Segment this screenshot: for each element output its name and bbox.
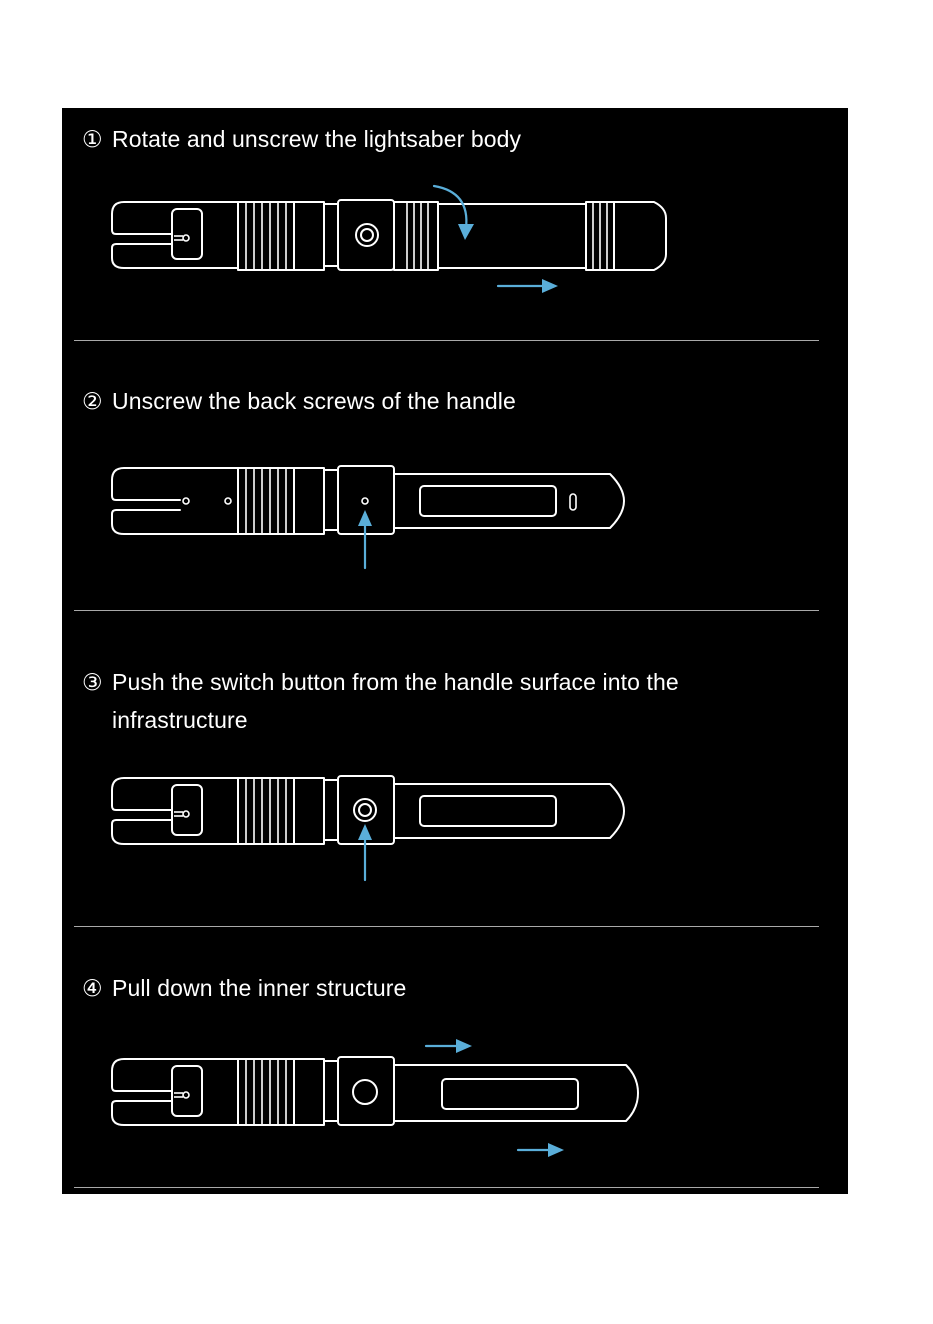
- step-4-text: Pull down the inner structure: [112, 975, 407, 1001]
- step-1-illustration: [62, 178, 848, 308]
- step-3-title: [82, 663, 679, 739]
- pull-top-arrow-head: [456, 1039, 472, 1053]
- step-1-number: ①: [82, 126, 103, 152]
- step-4-number: ④: [82, 975, 103, 1001]
- step-4-illustration: [62, 1033, 848, 1193]
- lightsaber-full-drawing: [112, 200, 666, 270]
- step-3-text-cont: infrastructure: [112, 707, 248, 733]
- screw-arrow-head: [358, 510, 372, 526]
- step-divider: [74, 1187, 819, 1188]
- step-3-illustration: [62, 758, 848, 898]
- step-3-number: ③: [82, 669, 103, 695]
- pull-bottom-arrow-head: [548, 1143, 564, 1157]
- step-divider: [74, 340, 819, 341]
- handle-drawing: [112, 1057, 638, 1125]
- step-divider: [74, 926, 819, 927]
- step-3-text: Push the switch button from the handle surface into the: [112, 669, 679, 695]
- step-2-title: [82, 382, 516, 420]
- step-2-illustration: [62, 448, 848, 588]
- pull-arrow-head: [542, 279, 558, 293]
- step-2-number: ②: [82, 388, 103, 414]
- rotate-arrow-head: [458, 224, 474, 240]
- step-4-title: [82, 969, 406, 1007]
- step-1-text: Rotate and unscrew the lightsaber body: [112, 126, 522, 152]
- step-2-text: Unscrew the back screws of the handle: [112, 388, 516, 414]
- instruction-panel: [62, 108, 848, 1194]
- step-1-title: [82, 120, 521, 158]
- push-arrow-head: [358, 824, 372, 840]
- step-divider: [74, 610, 819, 611]
